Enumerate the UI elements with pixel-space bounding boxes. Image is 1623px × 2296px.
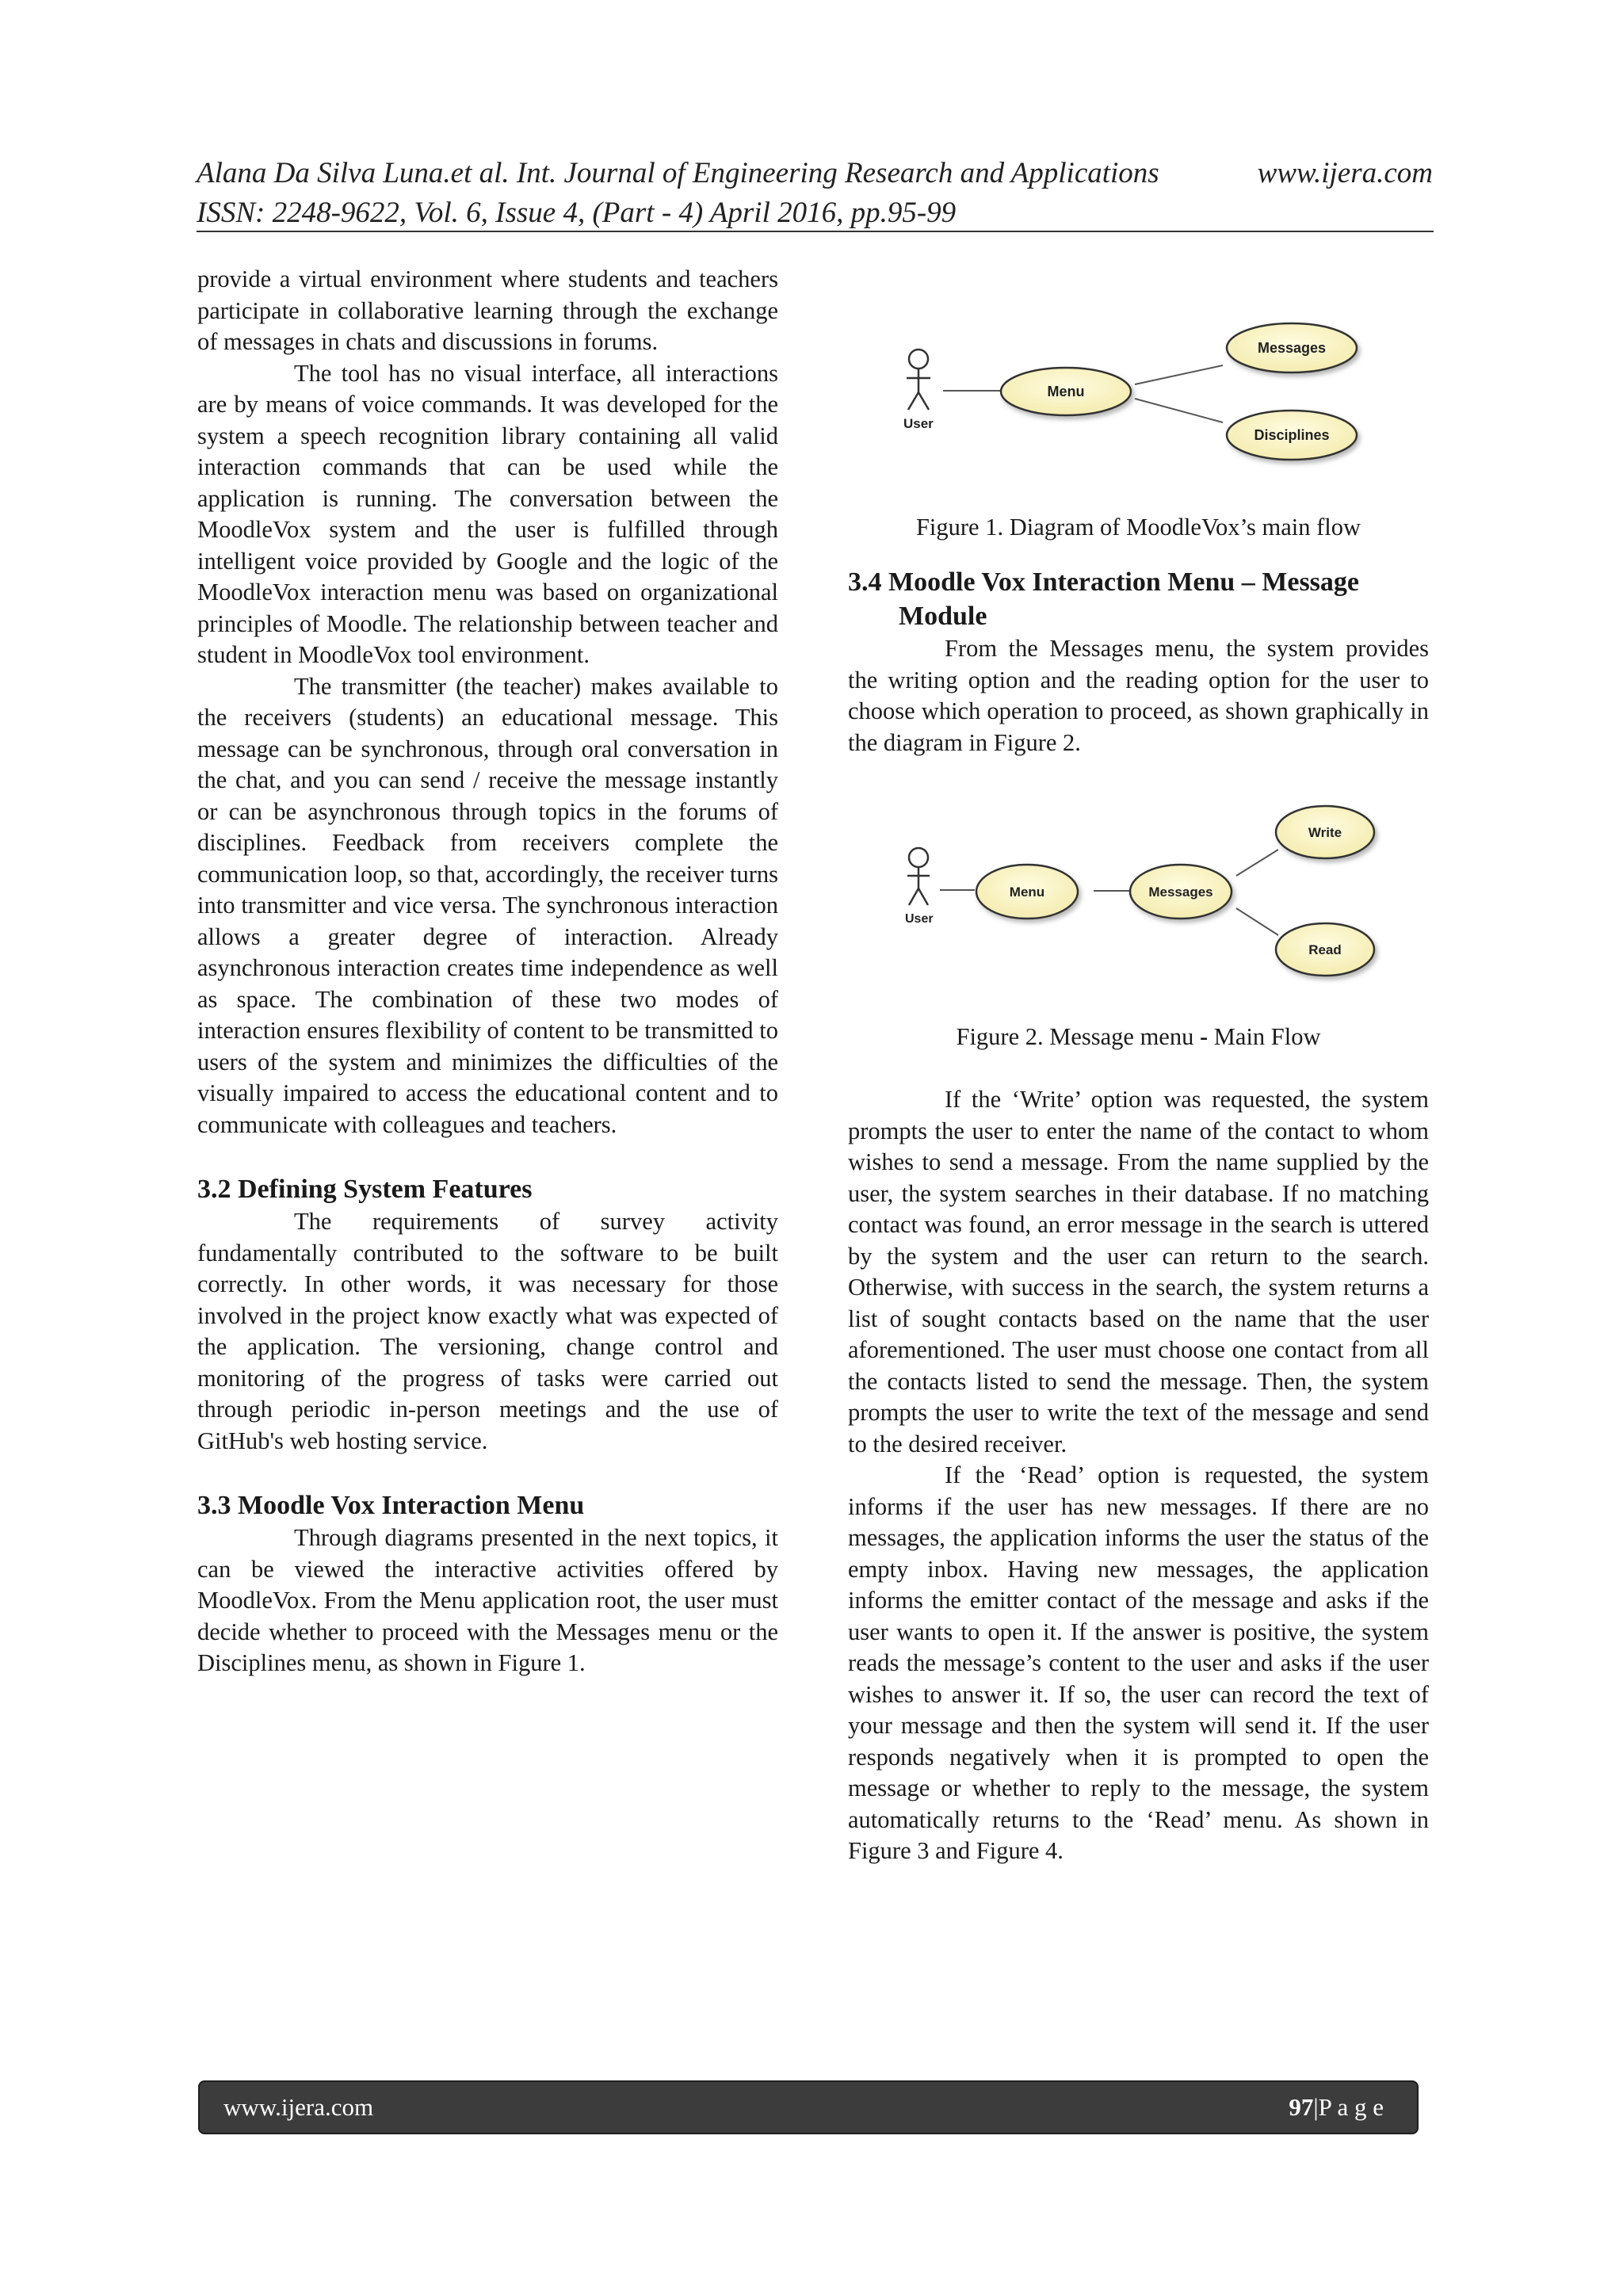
header-divider bbox=[197, 231, 1434, 232]
connector-line bbox=[1236, 908, 1278, 935]
fig2-read-label: Read bbox=[1308, 942, 1342, 957]
figure-1-caption: Figure 1. Diagram of MoodleVox’s main flow bbox=[915, 514, 1361, 541]
section-heading-3-3: 3.3 Moodle Vox Interaction Menu bbox=[197, 1491, 585, 1520]
fig2-write-label: Write bbox=[1308, 825, 1342, 840]
connector-line bbox=[1236, 850, 1278, 876]
fig1-user-label: User bbox=[903, 416, 934, 431]
figure-2 bbox=[848, 803, 1429, 1033]
right-column bbox=[848, 264, 1429, 1867]
paragraph: The requirements of survey activity fundamentally contributed to the software to be built correctly. In other words, it was necessary for those involved in the project know exactly what was expected of the application. The versioning, change control and monitoring of the progress of tasks were carried out through periodic in-person meetings and the use of GitHub's web hosting service. bbox=[197, 1208, 778, 1454]
page-number bbox=[1289, 2093, 1384, 2122]
paragraph: If the ‘Read’ option is requested, the system informs if the user has new messages. If there are no messages, the application informs the user the status of the empty inbox. Having new messages, the application informs the emitter contact of the message and asks if the user wants to open it. If the answer is positive, the system reads the message’s content to the user and asks if the user wishes to answer it. If so, the user can record the text of your message and then the system will send it. If the user responds negatively when it is prompted to open the message or whether to reply to the message, the system automatically returns to the ‘Read’ menu. As shown in Figure 3 and Figure 4. bbox=[848, 1461, 1429, 1864]
user-actor-icon bbox=[907, 350, 930, 410]
page-label: |P a g e bbox=[1313, 2093, 1384, 2121]
paragraph: The transmitter (the teacher) makes available to the receivers (students) an educational message. This message can be synchronous, through oral conversation in the chat, and you can send / receive the message instantly or can be asynchronous through topics in the forums of disciplines. Feedback from receivers complete the communication loop, so that, accordingly, the receiver turns into transmitter and vice versa. The synchronous interaction allows a greater degree of interaction. Already asynchronous interaction creates time independence as well as space. The combination of these two modes of interaction ensures flexibility of content to be transmitted to users of the system and minimizes the difficulties of the visually impaired to access the educational content and to communicate with colleagues and teachers. bbox=[197, 672, 778, 1138]
section-heading-3-4-line1: 3.4 Moodle Vox Interaction Menu – Message bbox=[848, 567, 1360, 597]
section-heading-3-2: 3.2 Defining System Features bbox=[197, 1175, 533, 1204]
paragraph: If the ‘Write’ option was requested, the system prompts the user to enter the name of the contact to whom wishes to send a message. From the name supplied by the user, the system searches in their database. If no matching contact was found, an error message in the search is uttered by the system and the user can return to the search. Otherwise, with success in the search, the system returns a list of sought contacts based on the name that the user aforementioned. The user must choose one contact from all the contacts listed to send the message. Then, the system prompts the user to write the text of the message and send to the desired receiver. bbox=[848, 1086, 1429, 1457]
fig2-user-label: User bbox=[905, 912, 934, 926]
fig2-messages-label: Messages bbox=[1148, 884, 1213, 900]
figure-2-caption-text: Main Flow bbox=[1208, 1023, 1321, 1050]
fig1-menu-label: Menu bbox=[1047, 384, 1085, 399]
left-column bbox=[197, 264, 778, 1679]
figure-1-diagram bbox=[848, 311, 1429, 510]
running-header bbox=[197, 154, 1433, 233]
fig1-messages-label: Messages bbox=[1257, 340, 1327, 356]
header-citation: Alana Da Silva Luna.et al. Int. Journal of Engineering Research and Applications bbox=[197, 157, 1159, 189]
figure-2-caption-text: Figure 2. Message menu bbox=[956, 1023, 1200, 1050]
figure-1 bbox=[848, 311, 1429, 525]
paragraph: provide a virtual environment where students and teachers participate in collaborative learning through the exchange of messages in chats and discussions in forums. bbox=[197, 266, 778, 355]
fig2-menu-label: Menu bbox=[1009, 884, 1045, 900]
page-number-value: 97 bbox=[1289, 2093, 1314, 2121]
header-issn: ISSN: 2248-9622, Vol. 6, Issue 4, (Part - 4) April 2016, pp.95-99 bbox=[197, 197, 957, 229]
connector-line bbox=[1135, 365, 1223, 384]
connector-line bbox=[1135, 399, 1223, 422]
section-heading-3-4-line2: Module bbox=[899, 602, 987, 631]
paragraph: The tool has no visual interface, all interactions are by means of voice commands. It was developed for the system a speech recognition library containing all valid interaction commands that can be used while the application is running. The conversation between the MoodleVox system and the user is fulfilled through intelligent voice provided by Google and the logic of the MoodleVox interaction menu was based on organizational principles of Moodle. The relationship between teacher and student in MoodleVox tool environment. bbox=[197, 359, 778, 668]
user-actor-icon bbox=[907, 848, 930, 905]
figure-2-caption-dash: - bbox=[1199, 1023, 1209, 1050]
paragraph: From the Messages menu, the system provides the writing option and the reading option for the user to choose which operation to proceed, as shown graphically in the diagram in Figure 2. bbox=[848, 635, 1429, 756]
fig1-disciplines-label: Disciplines bbox=[1254, 427, 1330, 443]
section-heading-3-4 bbox=[848, 565, 1429, 633]
footer-bar bbox=[198, 2080, 1419, 2134]
figure-2-diagram bbox=[848, 803, 1429, 1033]
footer-site-link[interactable]: www.ijera.com bbox=[223, 2093, 374, 2121]
paragraph: Through diagrams presented in the next topics, it can be viewed the interactive activities offered by MoodleVox. From the Menu application root, the user must decide whether to proceed with the Messages menu or the Disciplines menu, as shown in Figure 1. bbox=[197, 1524, 778, 1676]
header-site-link[interactable]: www.ijera.com bbox=[1257, 157, 1433, 189]
